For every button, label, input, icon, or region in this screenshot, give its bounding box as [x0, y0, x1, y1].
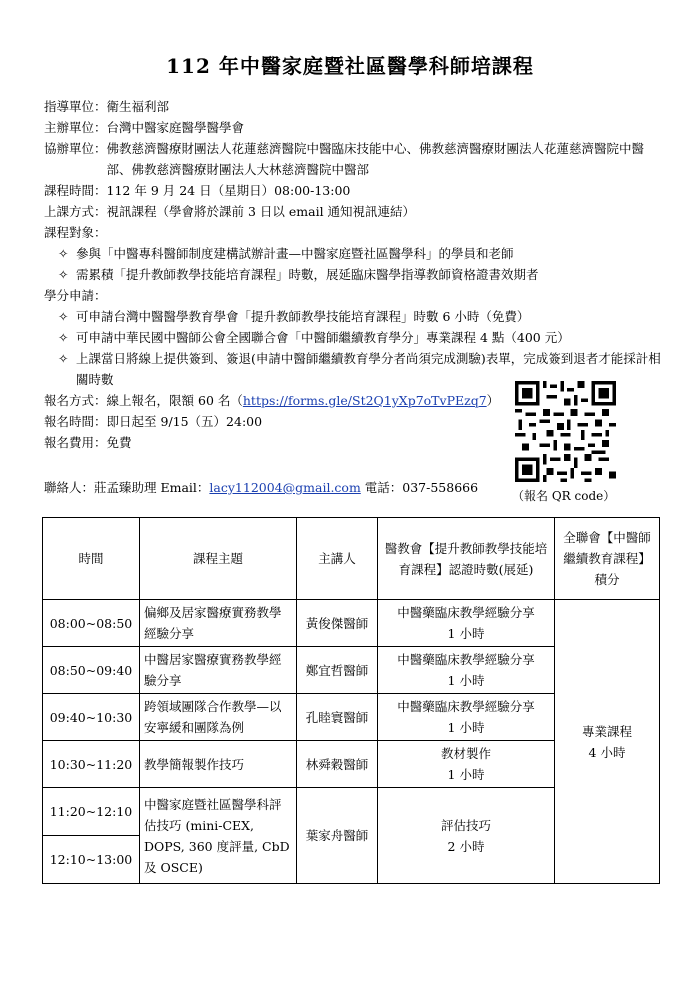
guide-unit — [44, 96, 664, 117]
credit-label: 學分申請： — [44, 288, 107, 303]
row-topic: 偏鄉及居家醫療實務教學經驗分享 — [140, 600, 297, 647]
target-item — [44, 243, 664, 264]
union-hours: 4 小時 — [588, 744, 626, 760]
diamond-star-icon: ✧ — [58, 351, 69, 366]
row-topic: 跨領域團隊合作教學—以安寧緩和團隊為例 — [140, 694, 297, 741]
row-assoc — [378, 788, 555, 884]
row-assoc-label: 中醫藥臨床教學經驗分享 — [397, 652, 535, 667]
credit-text: 可申請中華民國中醫師公會全國聯合會「中醫師繼續教育學分」專業課程 4 點（400 元） — [76, 330, 570, 345]
co-value: 佛教慈濟醫療財團法人花蓮慈濟醫院中醫臨床技能中心、佛教慈濟醫療財團法人花蓮慈濟醫院中醫部、佛教慈濟醫療財團法人大林慈濟醫院中醫部 — [106, 141, 645, 177]
row-time: 08:00~08:50 — [43, 600, 140, 647]
table-header-row — [43, 518, 660, 600]
diamond-star-icon: ✧ — [58, 246, 69, 261]
co-label: 協辦單位： — [44, 141, 107, 156]
mode-value: 視訊課程（學會將於課前 3 日以 email 通知視訊連結） — [106, 204, 416, 219]
signup-value: 線上報名，限額 60 名（ — [106, 393, 243, 408]
diamond-star-icon: ✧ — [58, 267, 69, 282]
row-topic: 中醫居家醫療實務教學經驗分享 — [140, 647, 297, 694]
host-label: 主辦單位： — [44, 120, 107, 135]
row-time: 10:30~11:20 — [43, 741, 140, 788]
row-hours: 1 小時 — [447, 767, 485, 782]
header-time: 時間 — [43, 518, 140, 600]
row-assoc-label: 中醫藥臨床教學經驗分享 — [397, 605, 535, 620]
fee-value: 免費 — [106, 435, 132, 450]
row-speaker: 黃俊傑醫師 — [297, 600, 378, 647]
row-speaker: 林舜穀醫師 — [297, 741, 378, 788]
contact-email[interactable]: lacy112004@gmail.com — [209, 480, 361, 495]
header-speaker: 主講人 — [297, 518, 378, 600]
row-assoc-label: 評估技巧 — [440, 817, 491, 833]
mode-label: 上課方式： — [44, 204, 107, 219]
deadline-label: 報名時間： — [44, 414, 107, 429]
row-topic: 中醫家庭暨社區醫學科評估技巧 (mini-CEX, DOPS, 360 度評量, CbD 及 OSCE) — [140, 788, 297, 884]
contact-phone: 電話：037-558666 — [360, 480, 479, 495]
course-mode — [44, 201, 664, 222]
row-hours: 1 小時 — [447, 673, 485, 688]
row-time: 11:20~12:10 — [43, 788, 140, 836]
table-row — [43, 600, 660, 647]
row-assoc — [378, 741, 555, 788]
guide-label: 指導單位： — [44, 99, 107, 114]
time-value: 112 年 9 月 24 日（星期日）08:00-13:00 — [106, 183, 351, 198]
row-time: 12:10~13:00 — [43, 836, 140, 884]
signup-label: 報名方式： — [44, 393, 107, 408]
row-topic: 教學簡報製作技巧 — [140, 741, 297, 788]
qr-caption: （報名 QR code） — [512, 489, 616, 503]
course-time — [44, 180, 664, 201]
contact-label: 聯絡人：莊孟臻助理 Email： — [44, 480, 210, 495]
page-title: 112 年中醫家庭暨社區醫學科師培課程 — [166, 54, 534, 78]
row-speaker: 鄭宜哲醫師 — [297, 647, 378, 694]
header-union: 全聯會【中醫師繼續教育課程】積分 — [555, 518, 660, 600]
qr-code-icon[interactable] — [515, 381, 616, 482]
row-hours: 1 小時 — [447, 720, 485, 735]
target-item — [44, 264, 664, 285]
target-label: 課程對象： — [44, 225, 107, 240]
time-label: 課程時間： — [44, 183, 107, 198]
row-time: 08:50~09:40 — [43, 647, 140, 694]
union-value: 專業課程 — [581, 723, 632, 739]
guide-value: 衛生福利部 — [106, 99, 170, 114]
row-hours: 2 小時 — [447, 838, 485, 854]
row-speaker: 葉家舟醫師 — [297, 788, 378, 884]
union-credit-cell — [555, 600, 660, 884]
host-value: 台灣中醫家庭醫學醫學會 — [106, 120, 245, 135]
row-assoc-label: 教材製作 — [440, 746, 491, 761]
credit-item — [44, 327, 664, 348]
row-assoc — [378, 647, 555, 694]
host-unit — [44, 117, 664, 138]
row-hours: 1 小時 — [447, 626, 485, 641]
schedule-table — [42, 517, 660, 884]
target-heading — [44, 222, 664, 243]
diamond-star-icon: ✧ — [58, 309, 69, 324]
co-unit — [44, 138, 664, 180]
credit-text: 可申請台灣中醫醫學教育學會「提升教師教學技能培育課程」時數 6 小時（免費） — [76, 309, 530, 324]
diamond-star-icon: ✧ — [58, 330, 69, 345]
deadline-value: 即日起至 9/15（五）24:00 — [106, 414, 263, 429]
header-topic: 課程主題 — [140, 518, 297, 600]
signup-link[interactable]: https://forms.gle/St2Q1yXp7oTvPEzq7 — [242, 393, 487, 408]
target-text: 參與「中醫專科醫師制度建構試辦計畫—中醫家庭暨社區醫學科」的學員和老師 — [76, 246, 514, 261]
row-speaker: 孔睦寰醫師 — [297, 694, 378, 741]
row-assoc — [378, 600, 555, 647]
signup-end: ） — [486, 393, 500, 408]
contact-line — [44, 478, 478, 496]
credit-text: 上課當日將線上提供簽到、簽退(申請中醫師繼續教育學分者尚須完成測驗)表單，完成簽到退者才能採計相關時數 — [76, 351, 661, 387]
row-assoc — [378, 694, 555, 741]
row-assoc-label: 中醫藥臨床教學經驗分享 — [397, 699, 535, 714]
header-assoc: 醫教會【提升教師教學技能培育課程】認證時數(展延) — [378, 518, 555, 600]
credit-heading — [44, 285, 664, 306]
row-time: 09:40~10:30 — [43, 694, 140, 741]
target-text: 需累積「提升教師教學技能培育課程」時數，展延臨床醫學指導教師資格證書效期者 — [76, 267, 539, 282]
fee-label: 報名費用： — [44, 435, 107, 450]
credit-item — [44, 306, 664, 327]
